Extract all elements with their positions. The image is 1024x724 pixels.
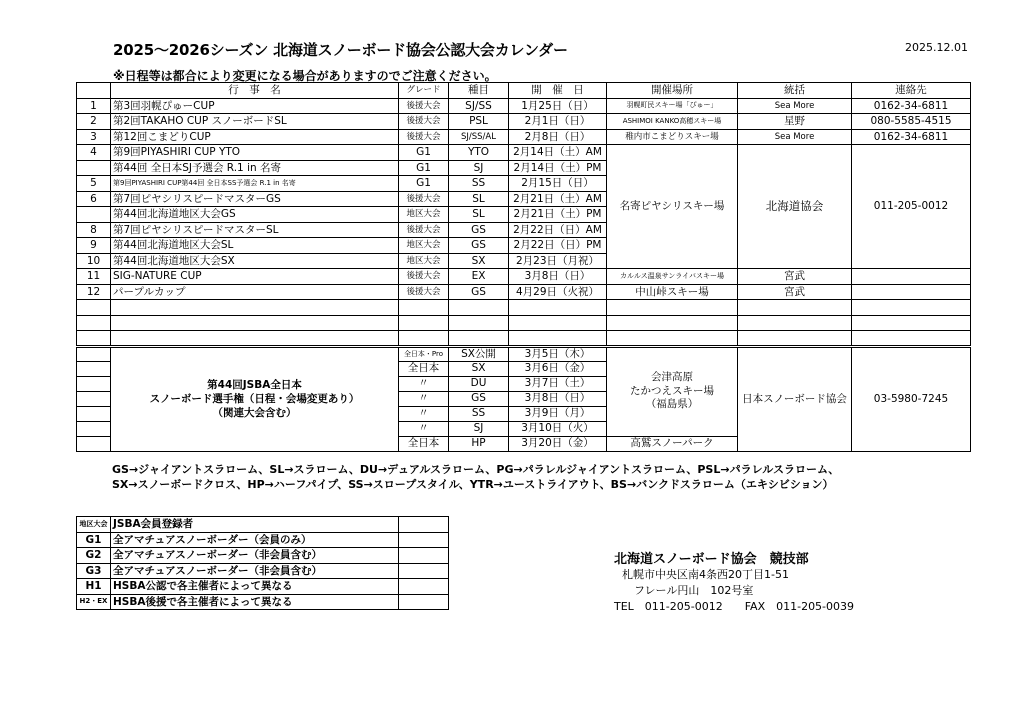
event-name: 第44回北海道地区大会SL (111, 238, 399, 254)
jsba-title-line2: スノーボード選手権（日程・会場変更あり） (149, 392, 360, 405)
table-row (77, 145, 971, 161)
event-name: 第44回北海道地区大会GS (111, 207, 399, 223)
event-date: 2月8日（日） (509, 129, 607, 145)
event-no: 6 (77, 191, 111, 207)
jsba-grade: 〃 (399, 376, 449, 391)
grade-desc: 全アマチュアスノーボーダー（非会員含む） (111, 548, 399, 564)
jsba-date: 3月20日（金） (509, 436, 607, 451)
event-no: 12 (77, 284, 111, 300)
event-no: 8 (77, 222, 111, 238)
grade-row (77, 563, 449, 579)
event-no: 2 (77, 114, 111, 130)
event-date: 2月1日（日） (509, 114, 607, 130)
event-venue: ASHIMOI KANKO高穂スキー場 (607, 114, 738, 130)
event-grade: 後援大会 (399, 98, 449, 114)
nayoro-organizer: 北海道協会 (738, 145, 852, 269)
event-discipline: SJ (449, 160, 509, 176)
event-no: 3 (77, 129, 111, 145)
event-name: 第3回羽幌ぴゅーCUP (111, 98, 399, 114)
jsba-title-line3: （関連大会含む） (212, 407, 297, 420)
jsba-grade: 全日本 (399, 361, 449, 376)
jsba-date: 3月10日（火） (509, 421, 607, 436)
event-discipline: SJ/SS (449, 98, 509, 114)
event-discipline: SS (449, 176, 509, 192)
issue-date: 2025.12.01 (905, 41, 968, 54)
event-name: パープルカップ (111, 284, 399, 300)
event-contact: 0162-34-6811 (852, 98, 971, 114)
event-discipline: SJ/SS/AL (449, 129, 509, 145)
event-name: 第44回北海道地区大会SX (111, 253, 399, 269)
event-grade: 後援大会 (399, 191, 449, 207)
event-date: 2月21日（土）PM (509, 207, 607, 223)
jsba-date: 3月7日（土） (509, 376, 607, 391)
event-calendar-table (76, 82, 971, 452)
grade-code: G3 (77, 563, 111, 579)
event-date: 4月29日（火祝） (509, 284, 607, 300)
event-name: 第12回こまどりCUP (111, 129, 399, 145)
table-row (77, 98, 971, 114)
grade-row (77, 517, 449, 533)
grade-legend-table (76, 516, 449, 610)
grade-row (77, 579, 449, 595)
event-discipline: SL (449, 207, 509, 223)
discipline-legend-line2: SX→スノーボードクロス、HP→ハーフパイプ、SS→スロープスタイル、YTR→ユーストライアウト、BS→バンクドスラローム（エキシビション） (112, 478, 834, 491)
page-title: 2025～2026シーズン 北海道スノーボード協会公認大会カレンダー (113, 41, 568, 59)
jsba-discipline: DU (449, 376, 509, 391)
header-venue: 開催場所 (607, 83, 738, 99)
event-discipline: YTO (449, 145, 509, 161)
table-row (77, 284, 971, 300)
empty-row (77, 300, 971, 316)
grade-row (77, 594, 449, 610)
event-date: 2月22日（日）PM (509, 238, 607, 254)
event-discipline: GS (449, 238, 509, 254)
schedule-notice: ※日程等は都合により変更になる場合がありますのでご注意ください。 (113, 69, 497, 83)
jsba-discipline: SX (449, 361, 509, 376)
event-grade: 後援大会 (399, 269, 449, 285)
jsba-discipline: GS (449, 391, 509, 406)
header-event: 行 事 名 (111, 83, 399, 99)
grade-desc: 全アマチュアスノーボーダー（会員のみ） (111, 532, 399, 548)
grade-desc: JSBA会員登録者 (111, 517, 399, 533)
grade-code: H2・EX (77, 594, 111, 610)
header-grade: グレード (399, 83, 449, 99)
jsba-grade: 全日本 (399, 436, 449, 451)
jsba-grade: 全日本・Pro (399, 346, 449, 361)
event-organizer: 星野 (738, 114, 852, 130)
jsba-no (77, 346, 111, 361)
table-row (77, 114, 971, 130)
header-organizer: 統括 (738, 83, 852, 99)
event-no: 9 (77, 238, 111, 254)
event-no: 10 (77, 253, 111, 269)
jsba-venue-line3: （福島県） (645, 398, 699, 411)
event-grade: 地区大会 (399, 238, 449, 254)
jsba-title (111, 346, 399, 451)
event-no (77, 160, 111, 176)
event-name: 第9回PIYASHIRI CUP第44回 全日本SS予選会 R.1 in 名寄 (111, 176, 399, 192)
table-row (77, 269, 971, 285)
event-contact (852, 284, 971, 300)
jsba-discipline: SX公開 (449, 346, 509, 361)
event-grade: 地区大会 (399, 253, 449, 269)
event-name: 第9回PIYASHIRI CUP YTO (111, 145, 399, 161)
jsba-date: 3月5日（木） (509, 346, 607, 361)
event-grade: 後援大会 (399, 129, 449, 145)
event-no: 11 (77, 269, 111, 285)
event-grade: G1 (399, 176, 449, 192)
event-date: 2月23日（月祝） (509, 253, 607, 269)
event-discipline: SX (449, 253, 509, 269)
event-organizer: 宮武 (738, 284, 852, 300)
table-header-row (77, 83, 971, 99)
event-organizer: 宮武 (738, 269, 852, 285)
event-organizer: Sea More (738, 129, 852, 145)
grade-row (77, 548, 449, 564)
table-row (77, 129, 971, 145)
jsba-venue-line2: たかつえスキー場 (630, 384, 714, 397)
event-discipline: EX (449, 269, 509, 285)
footer-address-2: フレール円山 102号室 (634, 584, 754, 597)
empty-row (77, 315, 971, 331)
event-date: 2月14日（土）AM (509, 145, 607, 161)
jsba-organizer: 日本スノーボード協会 (738, 346, 852, 451)
header-discipline: 種目 (449, 83, 509, 99)
grade-code: 地区大会 (77, 517, 111, 533)
jsba-venue-line1: 会津高原 (651, 371, 693, 384)
event-grade: G1 (399, 160, 449, 176)
event-contact: 0162-34-6811 (852, 129, 971, 145)
event-date: 3月8日（日） (509, 269, 607, 285)
event-name: 第7回ピヤシリスピードマスターSL (111, 222, 399, 238)
event-contact: 080-5585-4515 (852, 114, 971, 130)
event-name: 第2回TAKAHO CUP スノーボードSL (111, 114, 399, 130)
event-no: 4 (77, 145, 111, 161)
event-contact (852, 269, 971, 285)
nayoro-contact: 011-205-0012 (852, 145, 971, 269)
jsba-venue-hp: 高鷲スノーパーク (607, 436, 738, 451)
nayoro-venue: 名寄ピヤシリスキー場 (607, 145, 738, 269)
event-name: 第7回ピヤシリスピードマスターGS (111, 191, 399, 207)
grade-row (77, 532, 449, 548)
jsba-date: 3月8日（日） (509, 391, 607, 406)
event-no: 1 (77, 98, 111, 114)
event-venue: カルルス温泉サンライバスキー場 (607, 269, 738, 285)
header-contact: 連絡先 (852, 83, 971, 99)
jsba-contact: 03-5980-7245 (852, 346, 971, 451)
event-date: 1月25日（日） (509, 98, 607, 114)
event-date: 2月22日（日）AM (509, 222, 607, 238)
grade-desc: HSBA後援で各主催者によって異なる (111, 594, 399, 610)
event-grade: 地区大会 (399, 207, 449, 223)
event-grade: 後援大会 (399, 114, 449, 130)
event-discipline: PSL (449, 114, 509, 130)
grade-code: G2 (77, 548, 111, 564)
grade-code: H1 (77, 579, 111, 595)
event-date: 2月15日（日） (509, 176, 607, 192)
event-no (77, 207, 111, 223)
jsba-date: 3月9日（月） (509, 406, 607, 421)
event-grade: 後援大会 (399, 222, 449, 238)
event-discipline: SL (449, 191, 509, 207)
grade-desc: 全アマチュアスノーボーダー（非会員含む） (111, 563, 399, 579)
event-no: 5 (77, 176, 111, 192)
jsba-discipline: HP (449, 436, 509, 451)
jsba-venue (607, 346, 738, 436)
jsba-row (77, 346, 971, 361)
jsba-discipline: SS (449, 406, 509, 421)
event-date: 2月14日（土）PM (509, 160, 607, 176)
footer-tel-fax: TEL 011-205-0012 FAX 011-205-0039 (614, 600, 855, 613)
event-venue: 中山峠スキー場 (607, 284, 738, 300)
jsba-grade: 〃 (399, 391, 449, 406)
event-organizer: Sea More (738, 98, 852, 114)
event-grade: G1 (399, 145, 449, 161)
empty-row (77, 331, 971, 347)
grade-code: G1 (77, 532, 111, 548)
header-no (77, 83, 111, 99)
jsba-grade: 〃 (399, 421, 449, 436)
event-discipline: GS (449, 222, 509, 238)
discipline-legend-line1: GS→ジャイアントスラローム、SL→スラローム、DU→デュアルスラローム、PG→パラレルジャイアントスラローム、PSL→パラレルスラローム、 (112, 463, 840, 476)
jsba-title-line1: 第44回JSBA全日本 (207, 378, 302, 391)
jsba-discipline: SJ (449, 421, 509, 436)
grade-desc: HSBA公認で各主催者によって異なる (111, 579, 399, 595)
jsba-grade: 〃 (399, 406, 449, 421)
jsba-date: 3月6日（金） (509, 361, 607, 376)
event-date: 2月21日（土）AM (509, 191, 607, 207)
header-date: 開 催 日 (509, 83, 607, 99)
footer-org: 北海道スノーボード協会 競技部 (614, 552, 809, 567)
event-venue: 羽幌町民スキー場「ぴゅー」 (607, 98, 738, 114)
event-name: SIG-NATURE CUP (111, 269, 399, 285)
event-name: 第44回 全日本SJ予選会 R.1 in 名寄 (111, 160, 399, 176)
event-venue: 稚内市こまどりスキー場 (607, 129, 738, 145)
footer-address-1: 札幌市中央区南4条西20丁目1-51 (622, 568, 789, 581)
event-discipline: GS (449, 284, 509, 300)
event-grade: 後援大会 (399, 284, 449, 300)
